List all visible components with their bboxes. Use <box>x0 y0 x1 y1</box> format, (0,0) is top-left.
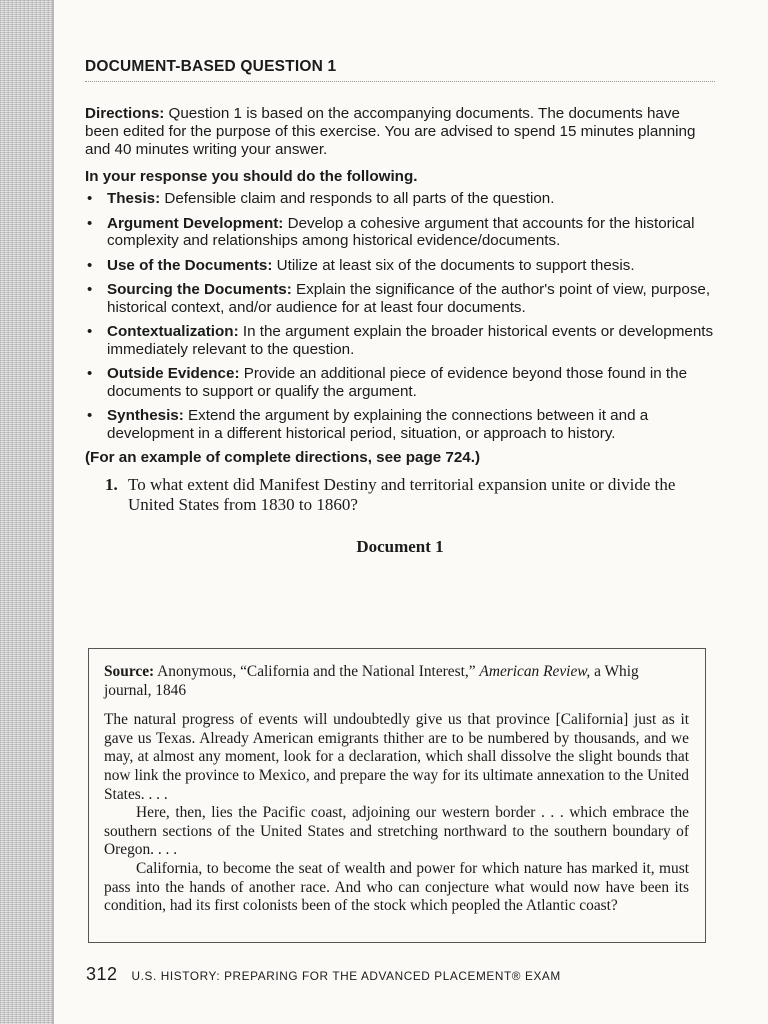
list-item <box>85 407 715 442</box>
list-item-label: Thesis: <box>107 190 161 207</box>
list-item-text: Provide an additional piece of evidence beyond those found in the documents to support or qualify the argument. <box>107 365 688 400</box>
binding-shadow <box>52 0 54 1024</box>
list-item <box>85 281 715 316</box>
list-item <box>85 257 715 275</box>
document-box <box>88 648 706 943</box>
source-rest: a Whig journal, 1846 <box>104 663 639 699</box>
question-1 <box>105 475 718 515</box>
directions-paragraph <box>85 105 715 159</box>
document-paragraph: Here, then, lies the Pacific coast, adjoining our western border . . . which embrace the southern sections of the United States and stretching northward to the southern boundary of Oregon. . . . <box>104 804 689 859</box>
document-paragraph: California, to become the seat of wealth and power for which nature has marked it, must pass into the hands of another race. And who can conjecture what would now have been its condition, had its first colonists been of the stock which peopled the Atlantic coast? <box>104 859 689 915</box>
list-item-label: Use of the Documents: <box>107 256 273 274</box>
page-content <box>85 58 715 557</box>
list-item-label: Outside Evidence: <box>107 365 240 382</box>
book-title: U.S. HISTORY: PREPARING FOR THE ADVANCED PLACEMENT® EXAM <box>131 969 561 983</box>
list-item-label: Argument Development: <box>107 214 284 232</box>
page-footer <box>86 964 726 985</box>
list-item <box>85 323 715 358</box>
list-item-text: Develop a cohesive argument that accounts for the historical complexity and relationships among historical evidence/documents. <box>107 214 695 249</box>
list-item <box>85 365 715 400</box>
source-publication: American Review, <box>479 663 591 680</box>
page-title: DOCUMENT-BASED QUESTION 1 <box>85 58 337 75</box>
directions-text: Question 1 is based on the accompanying documents. The documents have been edited for the purpose of this exercise. You are advised to spend 15 minutes planning and 40 minutes writing your answer. <box>85 105 696 158</box>
document-source <box>104 663 689 700</box>
document-paragraph: The natural progress of events will undoubtedly give us that province [California] just as it gave us Texas. Already American emigrants thither are to be numbered by thousands, and we may, at almost any moment, look for a declaration, which shall dissolve the slight bounds that now link the province to Mexico, and prepare the way for its ultimate annexation to the United States. . . . <box>104 711 689 803</box>
document-heading: Document 1 <box>356 537 444 556</box>
list-item-text: In the argument explain the broader historical events or developments immediately relevant to the question. <box>107 323 714 358</box>
instruction-list <box>85 190 715 442</box>
list-item <box>85 190 715 208</box>
list-item-label: Sourcing the Documents: <box>107 281 292 298</box>
title-divider <box>85 81 715 82</box>
page-number: 312 <box>86 964 118 984</box>
question-text: To what extent did Manifest Destiny and territorial expansion unite or divide the United States from 1830 to 1860? <box>128 475 676 514</box>
list-item-text: Defensible claim and responds to all parts of the question. <box>160 190 555 207</box>
list-item <box>85 215 715 250</box>
instructions-heading: In your response you should do the following. <box>85 168 418 185</box>
book-binding-edge <box>0 0 52 1024</box>
example-note: (For an example of complete directions, see page 724.) <box>85 449 481 466</box>
list-item-text: Extend the argument by explaining the connections between it and a development in a different historical period, situation, or approach to history. <box>107 407 649 442</box>
list-item-text: Explain the significance of the author's point of view, purpose, historical context, and/or audience for at least four documents. <box>107 281 711 316</box>
directions-label: Directions: <box>85 105 165 122</box>
source-label: Source: <box>104 663 155 680</box>
question-number: 1. <box>105 475 118 494</box>
list-item-text: Utilize at least six of the documents to support thesis. <box>272 256 635 274</box>
list-item-label: Synthesis: <box>107 407 184 424</box>
list-item-label: Contextualization: <box>107 323 239 340</box>
source-text: Anonymous, “California and the National Interest,” <box>154 663 480 680</box>
